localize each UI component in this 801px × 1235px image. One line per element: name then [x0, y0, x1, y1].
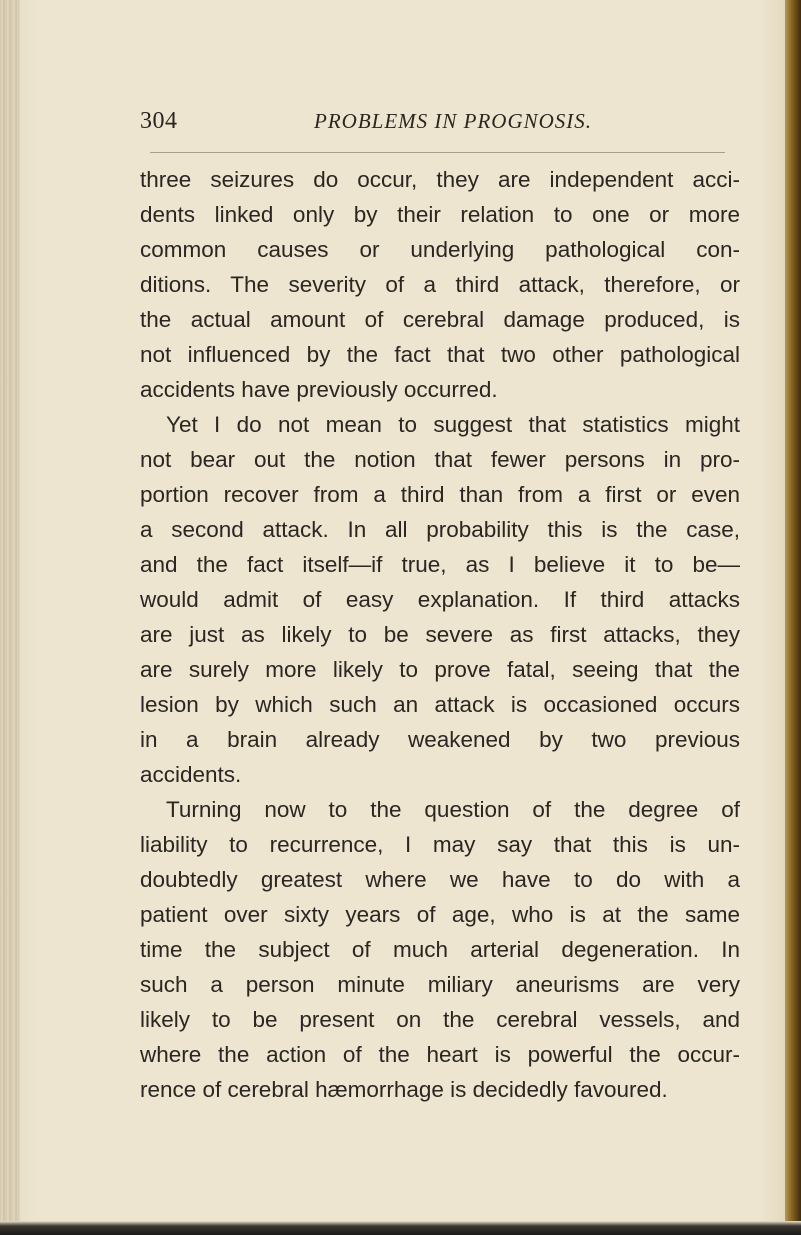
text-line: three seizures do occur, they are independent acci-: [140, 167, 740, 192]
text-line: accidents.: [140, 762, 242, 787]
text-line: patient over sixty years of age, who is at the same: [140, 902, 740, 927]
text-line: Yet I do not mean to suggest that statistics might: [166, 412, 740, 437]
text-line: in a brain already weakened by two previous: [140, 727, 740, 752]
text-line: are surely more likely to prove fatal, seeing that the: [140, 657, 740, 682]
body-text: [140, 162, 740, 1107]
page-number: 304: [140, 108, 178, 134]
text-line: where the action of the heart is powerful the occur-: [140, 1042, 740, 1067]
left-page-edge: [0, 0, 20, 1235]
text-line: a second attack. In all probability this is the case,: [140, 517, 740, 542]
text-line: likely to be present on the cerebral vessels, and: [140, 1007, 740, 1032]
page-bottom-edge: [0, 1221, 801, 1235]
text-line: dents linked only by their relation to one or more: [140, 202, 740, 227]
text-line: rence of cerebral hæmorrhage is decidedly favoured.: [140, 1077, 668, 1102]
running-head: PROBLEMS IN PROGNOSIS.: [314, 109, 593, 133]
text-line: ditions. The severity of a third attack, therefore, or: [140, 272, 740, 297]
text-line: would admit of easy explanation. If third attacks: [140, 587, 740, 612]
header-rule: [150, 152, 725, 153]
text-line: the actual amount of cerebral damage produced, is: [140, 307, 740, 332]
text-line: such a person minute miliary aneurisms are very: [140, 972, 740, 997]
text-line: not bear out the notion that fewer persons in pro-: [140, 447, 740, 472]
text-line: time the subject of much arterial degeneration. In: [140, 937, 740, 962]
text-line: and the fact itself—if true, as I believe it to be—: [140, 552, 740, 577]
text-line: doubtedly greatest where we have to do with a: [140, 867, 740, 892]
text-line: lesion by which such an attack is occasioned occurs: [140, 692, 740, 717]
text-line: accidents have previously occurred.: [140, 377, 498, 402]
text-line: Turning now to the question of the degree of: [166, 797, 740, 822]
text-line: liability to recurrence, I may say that this is un-: [140, 832, 740, 857]
page-header: [140, 104, 730, 138]
text-line: not influenced by the fact that two other pathological: [140, 342, 740, 367]
book-binding-edge: [785, 0, 801, 1235]
text-line: common causes or underlying pathological con-: [140, 237, 740, 262]
text-line: portion recover from a third than from a first or even: [140, 482, 740, 507]
text-line: are just as likely to be severe as first attacks, they: [140, 622, 740, 647]
